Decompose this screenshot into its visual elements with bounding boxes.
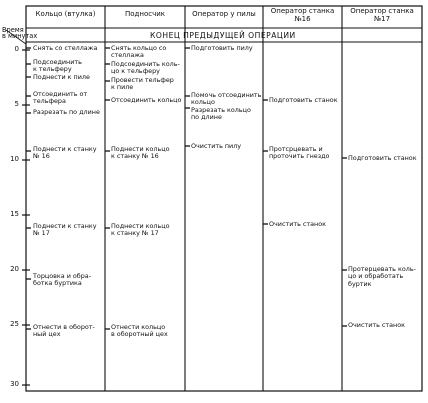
ring-step: Торцовка и обра- ботка буртика [33,272,92,288]
saw-step: Очистить пилу [191,142,242,150]
tick-label: 15 [10,210,19,218]
machine16-step: Подготовить станок [269,96,338,104]
machine17-step: Подготовить станок [348,154,417,162]
header-carrier: Подносчик [124,10,165,18]
ring-step: Поднести к станку № 17 [33,222,97,238]
header-machine16-operator: Оператор станка №16 [270,7,335,23]
ring-step: Снять со стеллажа [33,44,98,52]
machine16-step: Протсрцевать и проточить гнездо [269,145,330,161]
tick-label: 10 [10,155,19,163]
carrier-step: Отнести кольцо в оборотный цех [111,323,168,339]
ring-step: Подсоединить к тельферу [33,58,82,74]
carrier-step: Поднести кольцо к станку № 17 [111,222,170,238]
carrier-step: Поднести кольцо к станку № 16 [111,145,170,161]
ring-step: Поднести к станку № 16 [33,145,97,161]
header-ring: Кольцо (втулка) [35,10,96,18]
carrier-step: Провести тельфер к пиле [111,76,174,92]
axis-title [2,27,37,41]
saw-step: Помочь отсоединить кольцо [191,91,262,107]
machine16-step: Очистить станок [269,220,326,228]
saw-step: Подготовить пилу [191,44,253,52]
axis-title-line1: Время [2,26,24,34]
axis-title-line2: в минутах [2,32,38,41]
header-machine17-operator: Оператор станка №17 [350,7,414,23]
carrier-step: Подсоединить коль- цо к тельферу [111,60,180,76]
band-title: КОНЕЦ ПРЕДЫДУЩЕЙ ОПЕРАЦИИ [150,31,296,40]
saw-step: Разрезать кольцо по длине [191,106,251,122]
machine17-step: Протерцевать коль- цо и обработать буртик [348,265,416,288]
tick-label: 0 [14,45,19,53]
machine17-step: Очистить станок [348,321,405,329]
tick-label: 25 [10,320,19,328]
header-saw-operator: Оператор у пилы [192,10,256,18]
carrier-step: Отсоединить кольцо [111,96,182,104]
ring-step: Разрезать по длине [33,108,100,116]
tick-label: 5 [14,100,19,108]
tick-label: 20 [10,265,19,273]
tick-label: 30 [10,380,19,388]
ring-step: Отнести в оборот- ный цех [33,323,95,339]
ring-step: Поднести к пиле [33,73,90,81]
carrier-step: Снять кольцо со стеллажа [111,44,167,60]
ring-step: Отсоединить от тельфера [33,90,88,106]
